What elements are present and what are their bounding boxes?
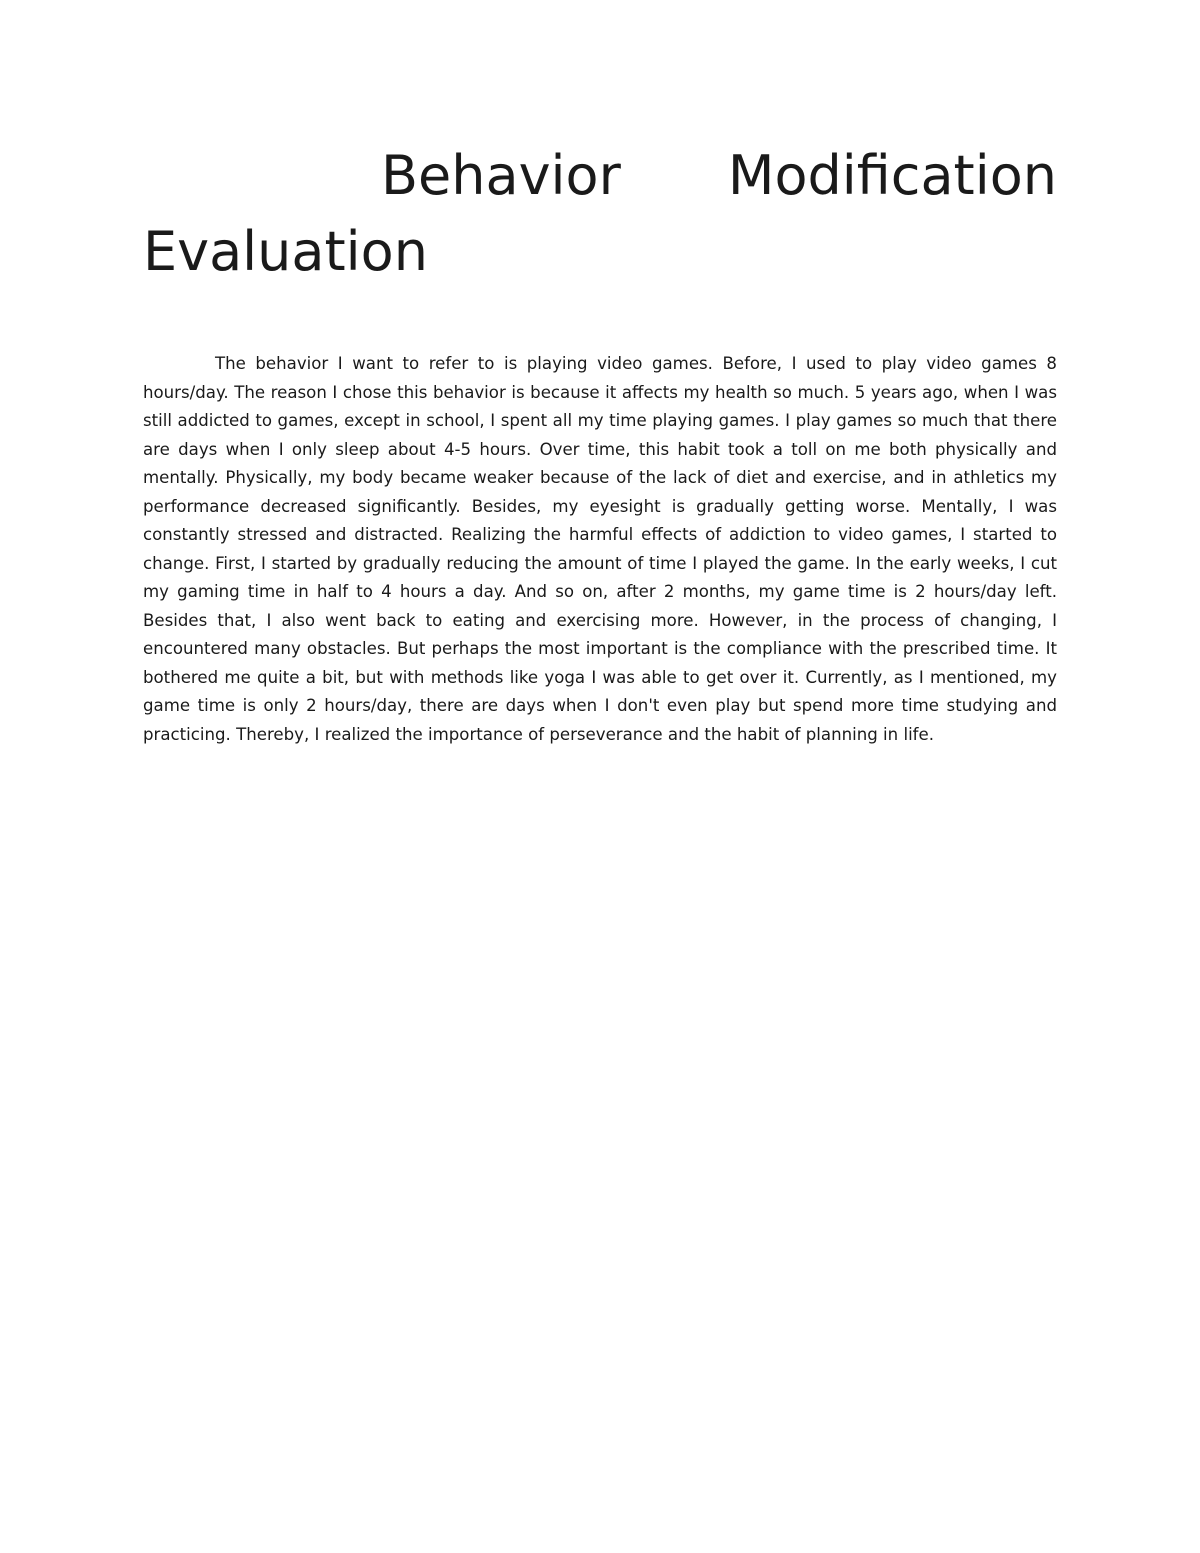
body-paragraph: The behavior I want to refer to is playing video games. Before, I used to play video games 8 hours/day. The reason I chose this behavior is because it affects my health so much. 5 years ago, when I was still addicted to games, except in school, I spent all my time playing games. I play games so much that there are days when I only sleep about 4-5 hours. Over time, this habit took a toll on me both physically and mentally. Physically, my body became weaker because of the lack of diet and exercise, and in athletics my performance decreased significantly. Besides, my eyesight is gradually getting worse. Mentally, I was constantly stressed and distracted. Realizing the harmful effects of addiction to video games, I started to change. First, I started by gradually reducing the amount of time I played the game. In the early weeks, I cut my gaming time in half to 4 hours a day. And so on, after 2 months, my game time is 2 hours/day left. Besides that, I also went back to eating and exercising more. However, in the process of changing, I encountered many obstacles. But perhaps the most important is the compliance with the prescribed time. It bothered me quite a bit, but with methods like yoga I was able to get over it. Currently, as I mentioned, my game time is only 2 hours/day, there are days when I don't even play but spend more time studying and practicing. Thereby, I realized the importance of perseverance and the habit of planning in life. bbox=[143, 354, 1057, 744]
document-title: Behavior Modification Evaluation bbox=[143, 144, 1057, 283]
